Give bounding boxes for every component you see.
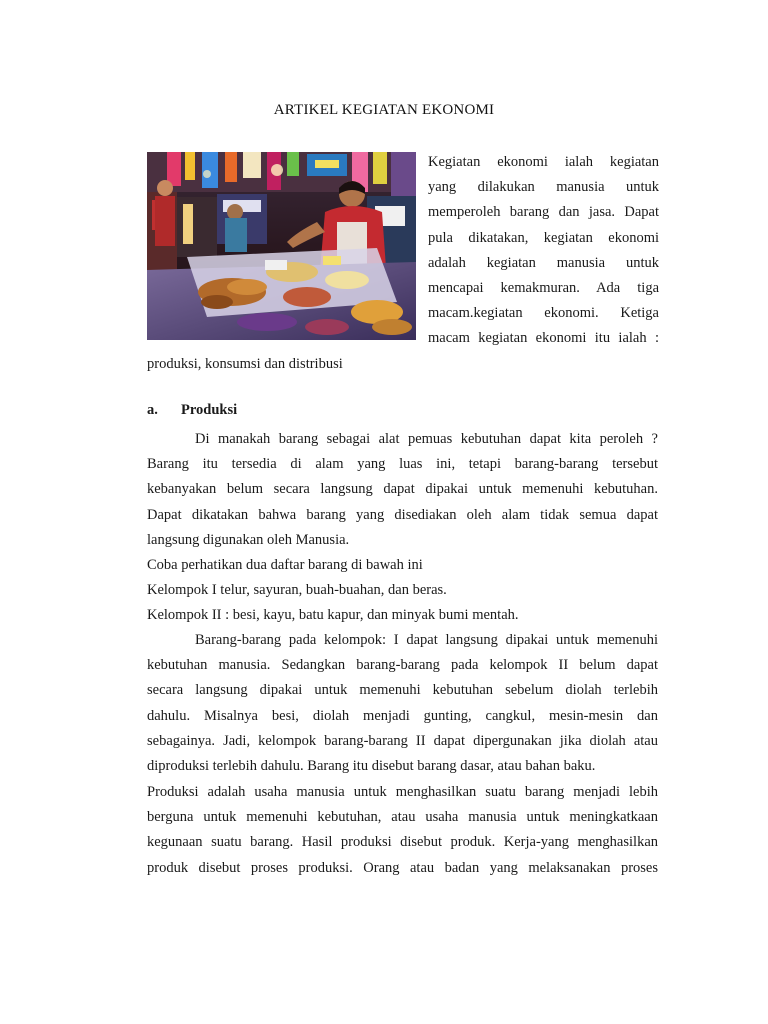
intro-line: Kegiatan ekonomi ialah kegiatan — [428, 154, 659, 170]
text-line: langsung digunakan oleh Manusia. — [147, 531, 350, 548]
paragraph-2 — [147, 628, 658, 779]
text-line: Dapat dikatakan bahwa barang yang disediakan oleh alam tidak semua dapat — [147, 506, 658, 523]
goods-list — [147, 553, 658, 629]
text-line: Barang-barang pada kelompok: I dapat langsung dipakai untuk memenuhi — [195, 632, 658, 648]
paragraph-3 — [147, 780, 658, 881]
text-line: dahulu. Misalnya besi, diolah menjadi gunting, cangkul, mesin-mesin dan — [147, 707, 658, 724]
section-heading — [147, 402, 237, 419]
section-letter: a. — [147, 402, 158, 418]
text-line: kebanyakan belum secara langsung dapat dipakai untuk memenuhi kebutuhan. — [147, 481, 658, 498]
text-line: produk disebut proses produksi. Orang atau badan yang melaksanakan proses — [147, 859, 658, 876]
intro-line: memperoleh barang dan jasa. Dapat — [428, 204, 659, 221]
market-stall-photo — [147, 152, 416, 340]
intro-paragraph — [428, 150, 659, 352]
text-line: kegunaan suatu barang. Hasil produksi disebut produk. Kerja-yang menghasilkan — [147, 834, 658, 851]
intro-line: adalah kegiatan manusia untuk — [428, 254, 659, 271]
paragraph-1 — [147, 427, 658, 553]
intro-tail: produksi, konsumsi dan distribusi — [147, 356, 343, 372]
text-line: Barang itu tersedia di alam yang luas ini, tetapi barang-barang tersebut — [147, 456, 658, 473]
text-line: secara langsung dipakai untuk memenuhi kebutuhan sebelum diolah terlebih — [147, 682, 658, 699]
intro-line: macam kegiatan ekonomi itu ialah : — [428, 330, 659, 347]
text-line: diproduksi terlebih dahulu. Barang itu disebut barang dasar, atau bahan baku. — [147, 758, 596, 775]
list-item: Coba perhatikan dua daftar barang di bawah ini — [147, 557, 423, 573]
page-title: ARTIKEL KEGIATAN EKONOMI — [273, 102, 495, 118]
intro-line: mencapai kemakmuran. Ada tiga — [428, 280, 659, 297]
text-line: berguna untuk memenuhi kebutuhan, atau usaha manusia untuk meningkatkaan — [147, 809, 658, 826]
text-line: sebagainya. Jadi, kelompok barang-barang II dapat dipergunakan jika diolah atau — [147, 732, 658, 749]
section-title: Produksi — [181, 402, 238, 418]
list-item: Kelompok II : besi, kayu, batu kapur, dan minyak bumi mentah. — [147, 607, 519, 624]
text-line: kebutuhan manusia. Sedangkan barang-barang pada kelompok II belum dapat — [147, 657, 658, 674]
list-item: Kelompok I telur, sayuran, buah-buahan, dan beras. — [147, 582, 447, 599]
text-line: Produksi adalah usaha manusia untuk menghasilkan suatu barang menjadi lebih — [147, 784, 658, 800]
intro-line: macam.kegiatan ekonomi. Ketiga — [428, 305, 659, 322]
text-line: Di manakah barang sebagai alat pemuas kebutuhan dapat kita peroleh ? — [195, 431, 658, 447]
intro-line: pula dikatakan, kegiatan ekonomi — [428, 229, 659, 246]
intro-line: yang dilakukan manusia untuk — [428, 179, 659, 196]
